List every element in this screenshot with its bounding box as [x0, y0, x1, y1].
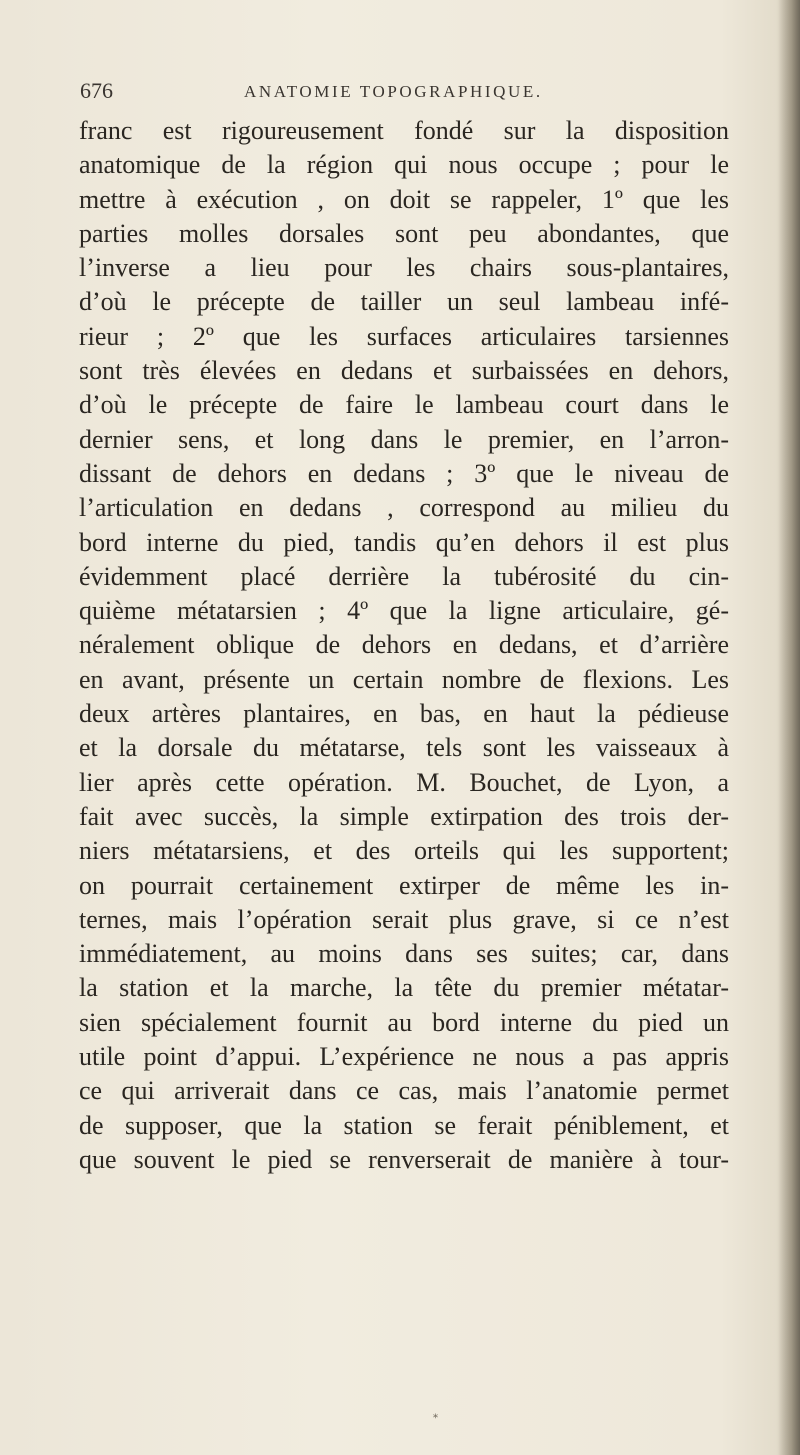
- text-line: en avant, présente un certain nombre de flexions. Les: [79, 664, 729, 694]
- text-line: d’où le précepte de tailler un seul lambeau infé-: [79, 287, 729, 317]
- text-line: deux artères plantaires, en bas, en haut la pédieuse: [79, 699, 729, 729]
- text-line: évidemment placé derrière la tubérosité du cin-: [79, 561, 729, 591]
- page-number: 676: [80, 78, 113, 103]
- text-line: franc est rigoureusement fondé sur la disposition: [79, 116, 729, 145]
- text-line: mettre à exécution , on doit se rappeler, 1º que les: [79, 184, 729, 214]
- text-line: dissant de dehors en dedans ; 3º que le niveau de: [79, 458, 729, 488]
- page-header: [80, 78, 720, 108]
- text-line: utile point d’appui. L’expérience ne nous a pas appris: [79, 1042, 729, 1072]
- text-line: dernier sens, et long dans le premier, en l’arron-: [79, 424, 729, 454]
- text-line: fait avec succès, la simple extirpation des trois der-: [79, 801, 729, 831]
- text-line: l’articulation en dedans , correspond au milieu du: [79, 493, 729, 523]
- ink-speck: *: [433, 1413, 438, 1424]
- text-line: ce qui arriverait dans ce cas, mais l’anatomie permet: [79, 1076, 729, 1106]
- text-line: la station et la marche, la tête du premier métatar-: [79, 973, 729, 1003]
- text-line: sont très élevées en dedans et surbaissées en dehors,: [79, 356, 729, 386]
- text-line: parties molles dorsales sont peu abondantes, que: [79, 218, 729, 248]
- text-line: d’où le précepte de faire le lambeau court dans le: [79, 390, 729, 420]
- text-line: quième métatarsien ; 4º que la ligne articulaire, gé-: [79, 596, 729, 626]
- text-line: lier après cette opération. M. Bouchet, de Lyon, a: [79, 767, 729, 797]
- text-line: immédiatement, au moins dans ses suites; car, dans: [79, 939, 729, 969]
- text-line: ternes, mais l’opération serait plus grave, si ce n’est: [79, 904, 729, 934]
- text-line: anatomique de la région qui nous occupe ; pour le: [79, 150, 729, 180]
- text-line: sien spécialement fournit au bord interne du pied un: [79, 1007, 729, 1037]
- body-text: [79, 114, 729, 1177]
- text-line: rieur ; 2º que les surfaces articulaires tarsiennes: [79, 321, 729, 351]
- page-edge-shadow: [778, 0, 800, 1455]
- text-line: niers métatarsiens, et des orteils qui les supportent;: [79, 836, 729, 866]
- text-line: l’inverse a lieu pour les chairs sous-plantaires,: [79, 253, 729, 283]
- text-line: bord interne du pied, tandis qu’en dehors il est plus: [79, 527, 729, 557]
- text-line: néralement oblique de dehors en dedans, et d’arrière: [79, 630, 729, 660]
- text-line: on pourrait certainement extirper de même les in-: [79, 870, 729, 900]
- text-line: de supposer, que la station se ferait péniblement, et: [79, 1110, 729, 1140]
- text-line: que souvent le pied se renverserait de manière à tour-: [79, 1144, 729, 1174]
- text-line: et la dorsale du métatarse, tels sont les vaisseaux à: [79, 733, 729, 763]
- running-title: ANATOMIE TOPOGRAPHIQUE.: [244, 82, 543, 101]
